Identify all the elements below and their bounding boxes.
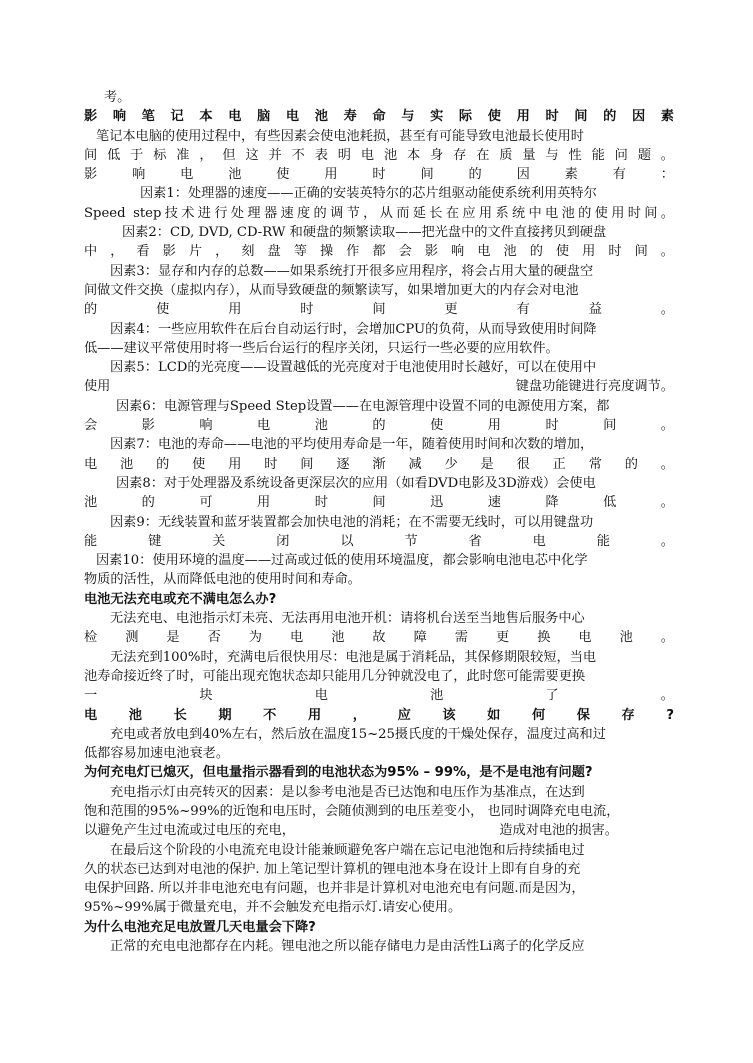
text-line: 因素6：电源管理与Speed Step设置——在电源管理中设置不同的电源使用方案，都 xyxy=(116,398,610,414)
text-line: 因素10：使用环境的温度——过高或过低的使用环境温度，都会影响电池电芯中化学 xyxy=(96,553,588,569)
text-line: 因素2：CD, DVD, CD-RW 和硬盘的频繁读取——把光盘中的文件直接拷贝到硬盘 xyxy=(122,225,607,241)
text-line: 一块电池了。 xyxy=(84,688,674,704)
text-line: 检测是否为电池故障需更换电池。 xyxy=(84,630,674,646)
text-line: 无法充到100%时，充满电后很快用尽：电池是属于消耗品，其保修期限较短，当电 xyxy=(110,649,597,665)
text-line: 因素3：显存和内存的总数——如果系统打开很多应用程序，将会占用大量的硬盘空 xyxy=(110,263,594,279)
text-line: 间低于标准，但这并不表明电池本身存在质量与性能问题。 xyxy=(84,147,674,163)
text-line: 充电指示灯由亮转灭的因素：是以参考电池是否已达饱和电压作为基准点，在达到 xyxy=(110,784,585,800)
section-heading: 影响笔记本电脑电池寿命与实际使用时间的因素 xyxy=(84,109,674,125)
section-heading: 电池无法充电或充不满电怎么办? xyxy=(84,591,277,607)
text-line: 在最后这个阶段的小电流充电设计能兼顾避免客户端在忘记电池饱和后持续插电过 xyxy=(110,842,585,858)
text-fragment: 键盘功能键进行亮度调节。 xyxy=(515,379,674,395)
text-line: 影响电池使用时间的因素有： xyxy=(84,167,674,183)
text-line: 笔记本电脑的使用过程中，有些因素会使电池耗损，甚至有可能导致电池最长使用时 xyxy=(96,128,584,144)
section-heading: 为什么电池充足电放置几天电量会下降? xyxy=(84,919,316,935)
text-line: 饱和范围的95%~99%的近饱和电压时，会随侦测到的电压差变小， 也同时调降充电电流， xyxy=(84,803,620,819)
text-line: 中，看影片，刻盘等操作都会影响电池的使用时间。 xyxy=(84,244,674,260)
text-line: 因素7：电池的寿命——电池的平均使用寿命是一年，随着使用时间和次数的增加， xyxy=(110,437,594,453)
document-page xyxy=(84,88,674,956)
text-line: 因素9：无线装置和蓝牙装置都会加快电池的消耗；在不需要无线时，可以用键盘功 xyxy=(110,514,594,530)
text-line: 因素5：LCD的光亮度——设置越低的光亮度对于电池使用时长越好，可以在使用中 xyxy=(110,360,597,376)
text-line: 因素1：处理器的速度——正确的安装英特尔的芯片组驱动能使系统利用英特尔 xyxy=(140,186,597,202)
text-line: 间做文件交换（虚拟内存），从而导致硬盘的频繁读写，如果增加更大的内存会对电池 xyxy=(84,282,579,298)
text-line: 池的可用时间迅速降低。 xyxy=(84,495,674,511)
text-line: 低都容易加速电池衰老。 xyxy=(84,746,230,762)
section-heading: 电池长期不用，应该如何保存? xyxy=(84,707,674,723)
text-line: 能键关闭以节省电能。 xyxy=(84,533,674,549)
text-fragment: 造成对电池的损害。 xyxy=(499,823,618,839)
text-line: 的使用时间更有益。 xyxy=(84,302,674,318)
text-line: 低——建议平常使用时将一些后台运行的程序关闭，只运行一些必要的应用软件。 xyxy=(84,340,559,356)
text-line: 池寿命接近终了时，可能出现充饱状态却只能用几分钟就没电了，此时您可能需要更换 xyxy=(84,668,586,684)
text-line: 会影响电池的使用时间。 xyxy=(84,418,674,434)
text-line: 物质的活性，从而降低电池的使用时间和寿命。 xyxy=(84,572,361,588)
section-heading: 为何充电灯已熄灭，但电量指示器看到的电池状态为95% – 99%，是不是电池有问题? xyxy=(84,765,593,781)
text-line: 电保护回路. 所以并非电池充电有问题，也并非是计算机对电池充电有问题.而是因为， xyxy=(84,881,585,897)
text-line: 考。 xyxy=(104,90,131,105)
text-line xyxy=(84,377,674,396)
text-line: Speed step技术进行处理器速度的调节，从而延长在应用系统中电池的使用时间。 xyxy=(84,205,674,221)
text-line: 95%~99%属于微量充电，并不会触发充电指示灯.请安心使用。 xyxy=(84,900,462,916)
text-line: 正常的充电电池都存在内耗。锂电池之所以能存储电力是由活性Li离子的化学反应 xyxy=(110,939,585,955)
text-line xyxy=(84,821,674,840)
text-line: 无法充电、电池指示灯未亮、无法再用电池开机：请将机台送至当地售后服务中心 xyxy=(110,611,585,627)
text-fragment: 以避免产生过电流或过电压的充电， xyxy=(84,823,295,839)
text-line: 因素4：一些应用软件在后台自动运行时，会增加CPU的负荷，从而导致使用时间降 xyxy=(110,321,597,337)
text-fragment: 使用 xyxy=(84,379,111,395)
text-line: 久的状态已达到对电池的保护. 加上笔记型计算机的锂电池本身在设计上即有自身的充 xyxy=(84,861,581,877)
text-line: 充电或者放电到40%左右，然后放在温度15~25摄氏度的干燥处保存，温度过高和过 xyxy=(110,726,606,742)
text-line: 因素8：对于处理器及系统设备更深层次的应用（如看DVD电影及3D游戏）会使电 xyxy=(116,475,596,491)
text-line: 电池的使用时间逐渐减少是很正常的。 xyxy=(84,456,674,472)
